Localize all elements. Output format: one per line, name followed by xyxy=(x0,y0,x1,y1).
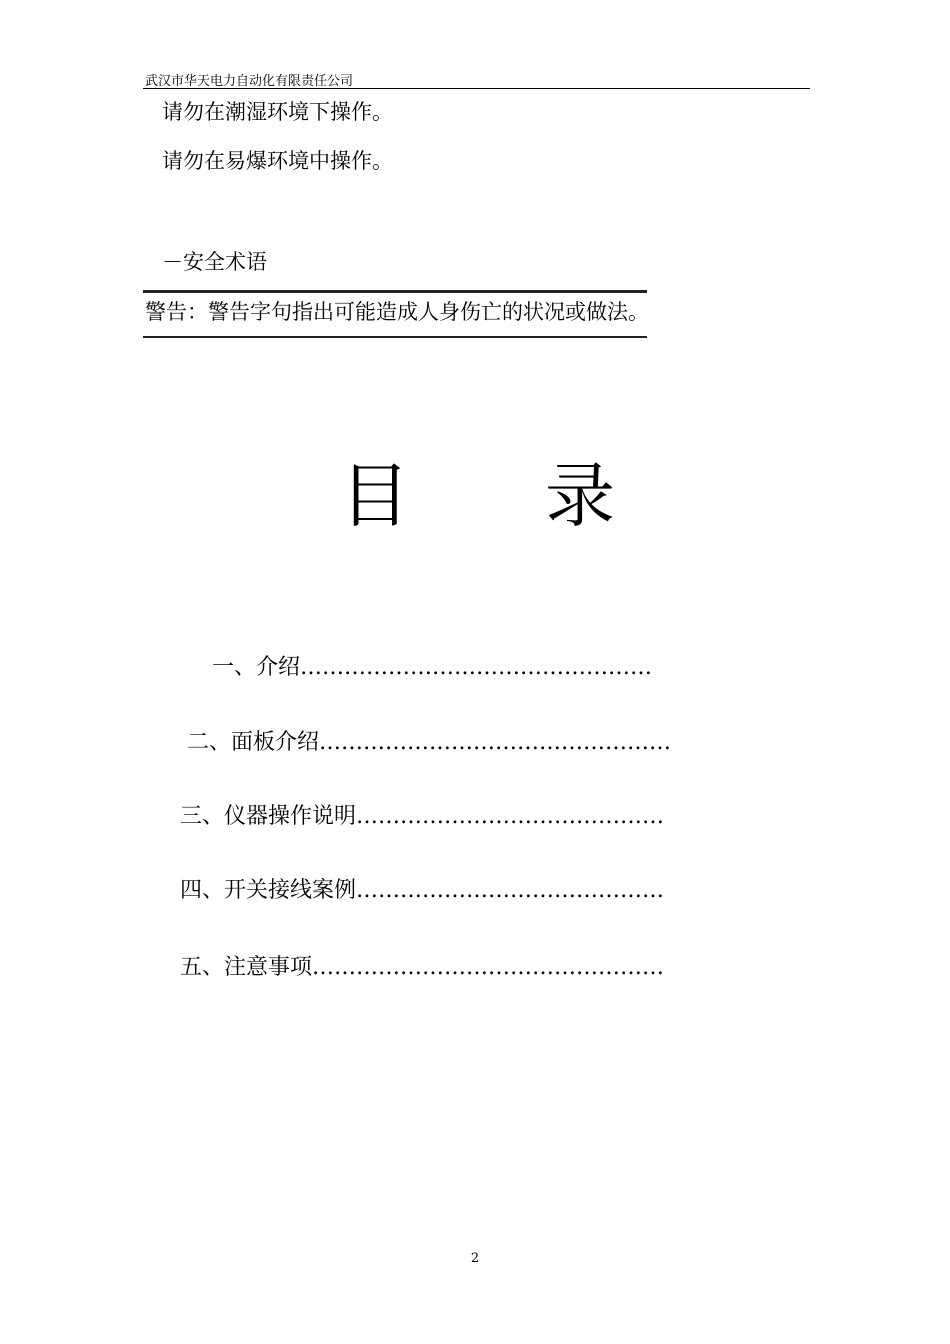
safety-line-1: 请勿在潮湿环境下操作。 xyxy=(162,100,393,124)
toc-title-char-2: 录 xyxy=(545,455,615,537)
toc-item-intro: 一、介绍………………………………………… xyxy=(212,655,653,680)
safety-terms-heading: －安全术语 xyxy=(162,250,267,274)
warning-top-rule xyxy=(143,290,647,293)
safety-line-2: 请勿在易爆环境中操作。 xyxy=(162,149,393,173)
header-company-name: 武汉市华天电力自动化有限责任公司 xyxy=(145,74,354,89)
toc-item-panel: 二、面板介绍………………………………………… xyxy=(187,730,672,755)
toc-item-notes: 五、注意事项………………………………………… xyxy=(180,955,665,980)
toc-item-operation: 三、仪器操作说明…………………………………… xyxy=(180,804,665,829)
warning-bottom-rule xyxy=(143,336,647,338)
warning-text: 警告：警告字句指出可能造成人身伤亡的状况或做法。 xyxy=(145,300,649,324)
header-divider xyxy=(143,88,810,89)
page-number: 2 xyxy=(470,1251,480,1266)
toc-item-wiring: 四、开关接线案例…………………………………… xyxy=(180,878,665,903)
toc-title-char-1: 目 xyxy=(340,455,410,537)
toc-title xyxy=(340,440,615,541)
